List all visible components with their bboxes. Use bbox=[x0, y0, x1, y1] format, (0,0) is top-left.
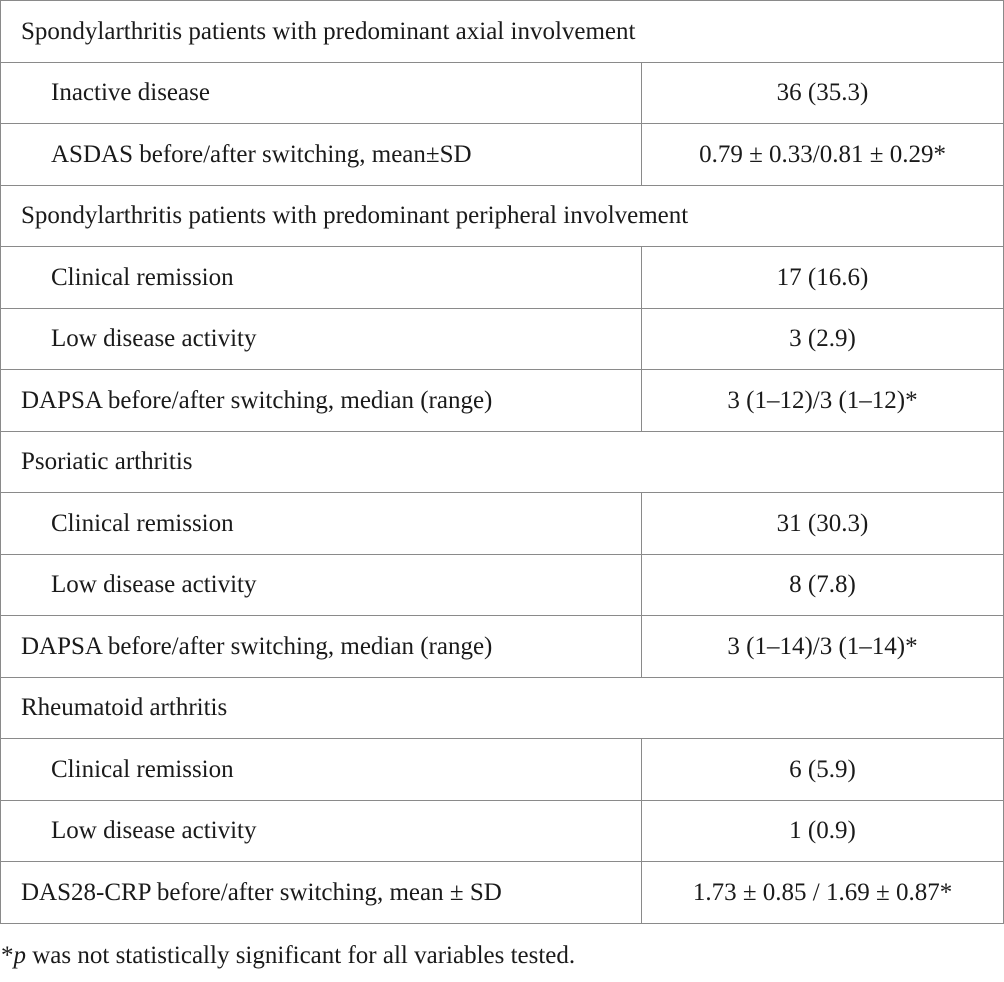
row-value: 3 (1–12)/3 (1–12)* bbox=[642, 370, 1004, 432]
section-heading-row bbox=[1, 677, 1004, 739]
table-row bbox=[1, 616, 1004, 678]
section-heading: Psoriatic arthritis bbox=[1, 431, 1004, 493]
section-heading-row bbox=[1, 1, 1004, 63]
footnote-p-symbol: p bbox=[13, 942, 26, 969]
table-footnote bbox=[1, 941, 575, 971]
row-label: ASDAS before/after switching, mean±SD bbox=[1, 124, 642, 186]
row-value: 6 (5.9) bbox=[642, 739, 1004, 801]
row-value: 3 (2.9) bbox=[642, 308, 1004, 370]
section-heading: Spondylarthritis patients with predominant axial involvement bbox=[1, 1, 1004, 63]
row-value: 31 (30.3) bbox=[642, 493, 1004, 555]
row-value: 8 (7.8) bbox=[642, 554, 1004, 616]
row-label: Clinical remission bbox=[1, 247, 642, 309]
footnote-text: was not statistically significant for all variables tested. bbox=[26, 942, 576, 969]
section-heading-row bbox=[1, 431, 1004, 493]
table-row bbox=[1, 62, 1004, 124]
row-label: Clinical remission bbox=[1, 493, 642, 555]
table-row bbox=[1, 739, 1004, 801]
table-row bbox=[1, 862, 1004, 924]
table-row bbox=[1, 124, 1004, 186]
row-label: Low disease activity bbox=[1, 308, 642, 370]
table-row bbox=[1, 247, 1004, 309]
table-row bbox=[1, 308, 1004, 370]
row-label: Inactive disease bbox=[1, 62, 642, 124]
section-heading-row bbox=[1, 185, 1004, 247]
row-label: DAS28-CRP before/after switching, mean ± SD bbox=[1, 862, 642, 924]
footnote-marker: * bbox=[1, 942, 14, 969]
table-row bbox=[1, 554, 1004, 616]
row-label: Low disease activity bbox=[1, 800, 642, 862]
row-label: DAPSA before/after switching, median (range) bbox=[1, 370, 642, 432]
row-label: DAPSA before/after switching, median (range) bbox=[1, 616, 642, 678]
row-value: 17 (16.6) bbox=[642, 247, 1004, 309]
row-label: Low disease activity bbox=[1, 554, 642, 616]
row-value: 1.73 ± 0.85 / 1.69 ± 0.87* bbox=[642, 862, 1004, 924]
row-value: 36 (35.3) bbox=[642, 62, 1004, 124]
section-heading: Spondylarthritis patients with predominant peripheral involvement bbox=[1, 185, 1004, 247]
row-value: 3 (1–14)/3 (1–14)* bbox=[642, 616, 1004, 678]
row-value: 1 (0.9) bbox=[642, 800, 1004, 862]
table-row bbox=[1, 370, 1004, 432]
row-label: Clinical remission bbox=[1, 739, 642, 801]
section-heading: Rheumatoid arthritis bbox=[1, 677, 1004, 739]
row-value: 0.79 ± 0.33/0.81 ± 0.29* bbox=[642, 124, 1004, 186]
table-row bbox=[1, 493, 1004, 555]
table-row bbox=[1, 800, 1004, 862]
